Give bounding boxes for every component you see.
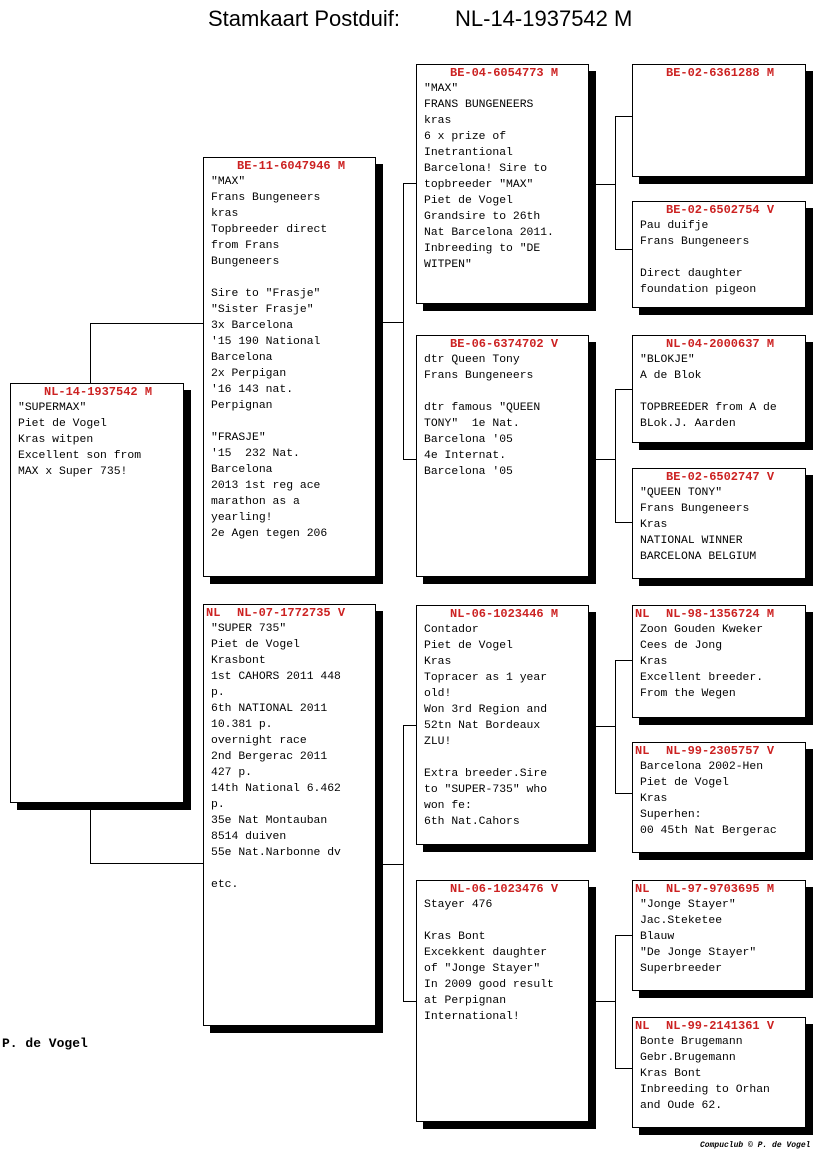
ring-number: BE-11-6047946 M: [237, 159, 346, 173]
connector-line: [90, 323, 91, 383]
ring-number: NL-06-1023476 V: [450, 882, 559, 896]
pigeon-details: Zoon Gouden Kweker Cees de Jong Kras Excellent breeder. From the Wegen: [640, 624, 764, 700]
connector-line: [615, 1068, 633, 1069]
connector-line: [615, 389, 616, 522]
ring-number: NL-04-2000637 M: [666, 337, 775, 351]
ring-number: NL NL-99-2141361 V: [635, 1019, 775, 1033]
pigeon-details: "SUPER 735" Piet de Vogel Krasbont 1st CAHORS 2011 448 p. 6th NATIONAL 2011 10.381 p. overnight race 2nd Bergerac 2011 427 p. 14th National 6.462 p. 35e Nat Montauban 8514 duiven 55e Nat.Narbonne dv etc.: [211, 623, 341, 891]
copyright-notice: Compuclub © P. de Vogel: [700, 1141, 811, 1150]
connector-line: [403, 183, 417, 184]
ring-number: BE-02-6502747 V: [666, 470, 775, 484]
pigeon-details: Barcelona 2002-Hen Piet de Vogel Kras Superhen: 00 45th Nat Bergerac: [640, 761, 777, 837]
pigeon-card-main: [10, 383, 184, 803]
pigeon-details: "QUEEN TONY" Frans Bungeneers Kras NATIONAL WINNER BARCELONA BELGIUM: [640, 487, 757, 563]
pigeon-details: Bonte Brugemann Gebr.Brugemann Kras Bont Inbreeding to Orhan and Oude 62.: [640, 1036, 770, 1112]
ring-number: NL NL-07-1772735 V: [206, 606, 346, 620]
pigeon-card-sdd: [632, 468, 806, 579]
pigeon-card-sss: [632, 64, 806, 177]
connector-line: [615, 249, 633, 250]
pigeon-card-ddd: [632, 1017, 806, 1128]
ring-number: NL NL-97-9703695 M: [635, 882, 775, 896]
connector-line: [403, 725, 404, 1001]
ring-number: NL-14-1937542 M: [44, 385, 153, 399]
connector-line: [615, 935, 616, 1068]
connector-line: [596, 726, 615, 727]
connector-line: [596, 459, 615, 460]
connector-line: [615, 389, 633, 390]
connector-line: [403, 725, 417, 726]
pigeon-details: "Jonge Stayer" Jac.Steketee Blauw "De Jonge Stayer" Superbreeder: [640, 899, 757, 975]
pigeon-card-dsd: [632, 742, 806, 853]
pigeon-card-dds: [632, 880, 806, 991]
connector-line: [383, 864, 403, 865]
ring-number: NL-06-1023446 M: [450, 607, 559, 621]
page-title: [0, 4, 816, 32]
connector-line: [615, 116, 616, 249]
connector-line: [403, 459, 417, 460]
pigeon-details: Stayer 476 Kras Bont Excekkent daughter of "Jonge Stayer" In 2009 good result at Perpignan International!: [424, 899, 554, 1023]
connector-line: [90, 863, 204, 864]
ring-number: NL NL-99-2305757 V: [635, 744, 775, 758]
connector-line: [615, 793, 633, 794]
connector-line: [403, 183, 404, 459]
pigeon-details: dtr Queen Tony Frans Bungeneers dtr famous "QUEEN TONY" 1e Nat. Barcelona '05 4e Internat. Barcelona '05: [424, 354, 541, 478]
connector-line: [615, 116, 633, 117]
ring-number: BE-04-6054773 M: [450, 66, 559, 80]
connector-line: [615, 522, 633, 523]
ring-number: BE-06-6374702 V: [450, 337, 559, 351]
pigeon-details: Pau duifje Frans Bungeneers Direct daughter foundation pigeon: [640, 220, 757, 296]
pigeon-card-ssd: [632, 201, 806, 308]
pigeon-card-dss: [632, 605, 806, 718]
connector-line: [90, 808, 91, 863]
connector-line: [596, 184, 615, 185]
pigeon-details: "MAX" FRANS BUNGENEERS kras 6 x prize of Inetrantional Barcelona! Sire to topbreeder "MAX" Piet de Vogel Grandsire to 26th Nat Barcelona 2011. Inbreeding to "DE WITPEN": [424, 83, 554, 271]
ring-number: BE-02-6361288 M: [666, 66, 775, 80]
ring-number: NL NL-98-1356724 M: [635, 607, 775, 621]
pigeon-card-sire-dam: [416, 335, 589, 577]
connector-line: [596, 1001, 615, 1002]
pigeon-card-sds: [632, 335, 806, 443]
pigeon-details: Contador Piet de Vogel Kras Topracer as 1 year old! Won 3rd Region and 52tn Nat Bordeaux ZLU! Extra breeder.Sire to "SUPER-735" who won fe: 6th Nat.Cahors: [424, 624, 548, 828]
title-ring-number: NL-14-1937542 M: [455, 6, 633, 31]
pigeon-card-dam: [203, 604, 376, 1026]
pigeon-card-sire-sire: [416, 64, 589, 304]
connector-line: [615, 660, 633, 661]
ring-number: BE-02-6502754 V: [666, 203, 775, 217]
connector-line: [383, 322, 403, 323]
pigeon-card-dam-sire: [416, 605, 589, 845]
connector-line: [403, 1001, 417, 1002]
pigeon-card-sire: [203, 157, 376, 577]
pigeon-details: "BLOKJE" A de Blok TOPBREEDER from A de BLok.J. Aarden: [640, 354, 777, 430]
pigeon-card-dam-dam: [416, 880, 589, 1122]
pigeon-details: "MAX" Frans Bungeneers kras Topbreeder direct from Frans Bungeneers Sire to "Frasje" "Sister Frasje" 3x Barcelona '15 190 National Barcelona 2x Perpigan '16 143 nat. Perpignan "FRASJE" '15 232 Nat. Barcelona 2013 1st reg ace marathon as a yearling! 2e Agen tegen 206: [211, 176, 328, 540]
title-label: Stamkaart Postduif:: [208, 6, 400, 31]
pigeon-details: "SUPERMAX" Piet de Vogel Kras witpen Excellent son from MAX x Super 735!: [18, 402, 142, 478]
owner-name: P. de Vogel: [2, 1036, 88, 1051]
connector-line: [615, 660, 616, 793]
connector-line: [615, 935, 633, 936]
connector-line: [90, 323, 204, 324]
